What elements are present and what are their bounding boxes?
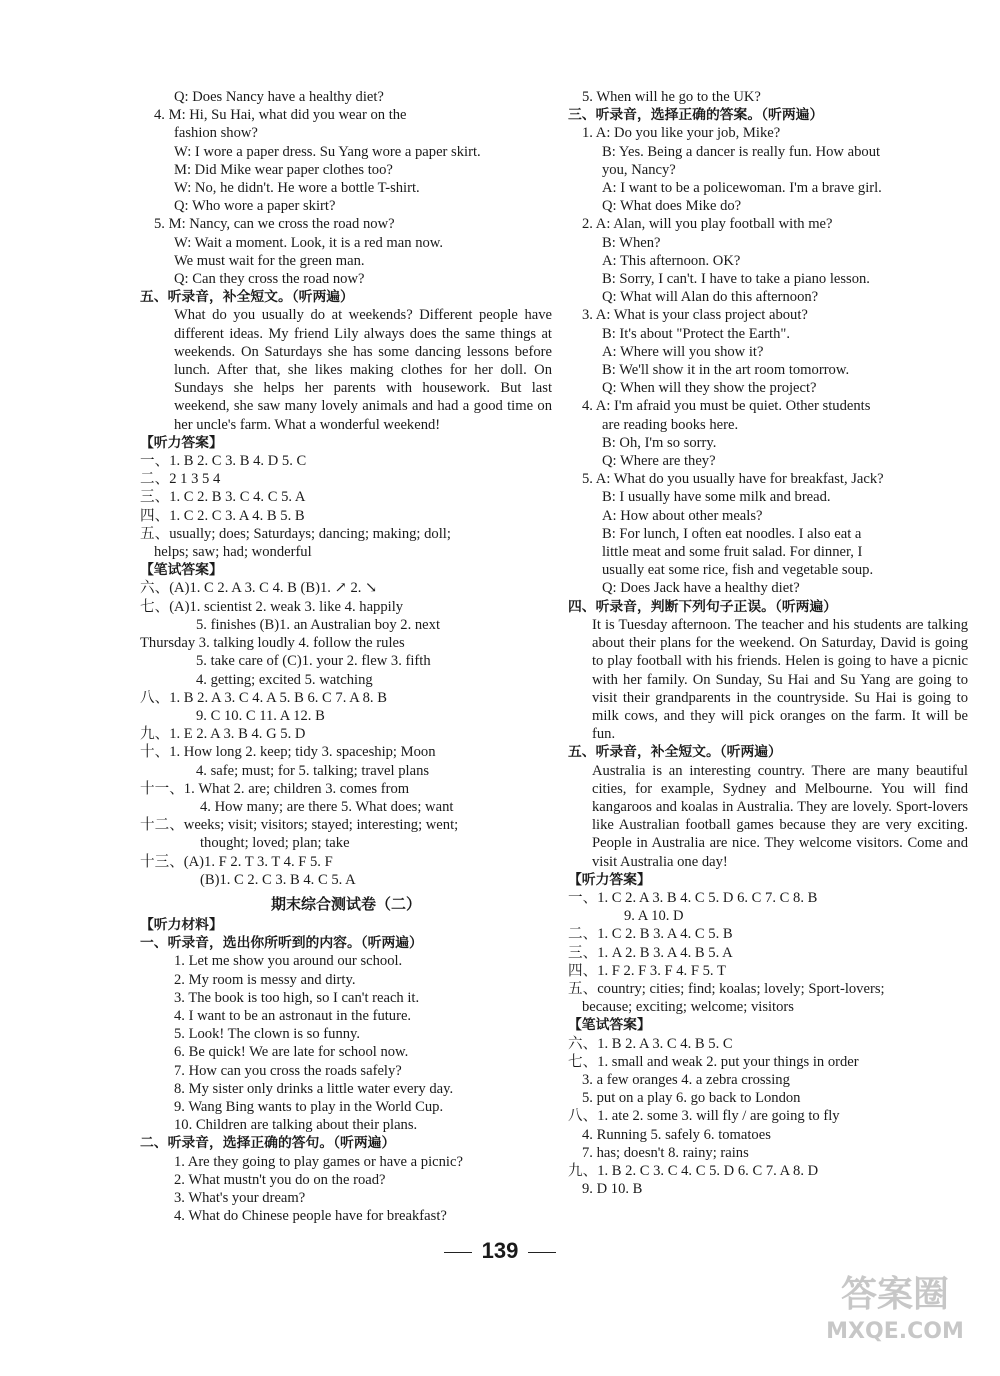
section-heading: 五、听录音，补全短文。（听两遍）: [140, 289, 354, 306]
passage-paragraph: It is Tuesday afternoon. The teacher and his students are talking about their plans for the weekend. On Saturday, David is going to play football with his friends. Helen is going to have a picnic with her family. On Sunday, Su Hai and Su Yang are going to visit their grandparents in the countryside. Su Hai is going to milk cows, and they will pick oranges on the farm. It will be fun.: [592, 616, 968, 743]
page-number-text: 139: [481, 1238, 519, 1263]
text-line: B: When?: [602, 234, 661, 251]
text-line: 5. Look! The clown is so funny.: [174, 1026, 361, 1043]
text-line: because; exciting; welcome; visitors: [582, 999, 794, 1016]
text-line: B: It's about "Protect the Earth".: [602, 325, 791, 342]
text-line: B: Yes. Being a dancer is really fun. How about: [602, 143, 881, 160]
text-line: 七、1. small and weak 2. put your things in order: [568, 1053, 859, 1070]
text-line: 3. a few oranges 4. a zebra crossing: [582, 1071, 790, 1088]
text-line: Q: Where are they?: [602, 453, 716, 470]
section-heading: 【笔试答案】: [140, 562, 223, 579]
text-line: 4. What do Chinese people have for breakfast?: [174, 1208, 447, 1225]
text-line: helps; saw; had; wonderful: [154, 544, 312, 561]
text-line: 4. A: I'm afraid you must be quiet. Other students: [582, 398, 871, 415]
text-line: 十三、(A)1. F 2. T 3. T 4. F 5. F: [140, 853, 333, 870]
text-line: little meat and some fruit salad. For dinner, I: [602, 544, 863, 561]
text-line: W: Wait a moment. Look, it is a red man now.: [174, 234, 444, 251]
text-line: 一、1. B 2. C 3. B 4. D 5. C: [140, 453, 307, 470]
text-line: We must wait for the green man.: [174, 252, 365, 269]
text-line: 二、1. C 2. B 3. A 4. C 5. B: [568, 926, 733, 943]
text-line: 9. A 10. D: [624, 908, 684, 925]
text-line: 8. My sister only drinks a little water every day.: [174, 1080, 454, 1097]
text-line: 9. C 10. C 11. A 12. B: [196, 707, 325, 724]
text-line: B: Oh, I'm so sorry.: [602, 434, 717, 451]
text-line: A: This afternoon. OK?: [602, 252, 741, 269]
text-line: 4. M: Hi, Su Hai, what did you wear on the: [154, 107, 407, 124]
text-line: (B)1. C 2. C 3. B 4. C 5. A: [200, 871, 356, 888]
text-line: 6. Be quick! We are late for school now.: [174, 1044, 409, 1061]
text-line: 9. Wang Bing wants to play in the World Cup.: [174, 1098, 444, 1115]
text-line: 2. My room is messy and dirty.: [174, 971, 356, 988]
text-line: 7. How can you cross the roads safely?: [174, 1062, 402, 1079]
text-line: 十一、1. What 2. are; children 3. comes from: [140, 780, 410, 797]
text-line: 4. getting; excited 5. watching: [196, 671, 373, 688]
text-line: Thursday 3. talking loudly 4. follow the rules: [140, 635, 405, 652]
text-line: 4. How many; are there 5. What does; want: [200, 798, 454, 815]
section-heading: 【听力答案】: [568, 871, 651, 888]
text-line: Q: Does Jack have a healthy diet?: [602, 580, 800, 597]
watermark-logo: [820, 1258, 970, 1348]
text-line: A: How about other meals?: [602, 507, 763, 524]
text-line: 四、1. F 2. F 3. F 4. F 5. T: [568, 962, 726, 979]
text-line: 九、1. B 2. C 3. C 4. C 5. D 6. C 7. A 8. D: [568, 1162, 819, 1179]
text-line: Q: Does Nancy have a healthy diet?: [174, 89, 384, 105]
text-line: 4. safe; must; for 5. talking; travel plans: [196, 762, 430, 779]
text-line: 一、1. C 2. A 3. B 4. C 5. D 6. C 7. C 8. B: [568, 889, 818, 906]
text-line: usually eat some rice, fish and vegetable soup.: [602, 562, 874, 579]
text-line: 5. When will he go to the UK?: [582, 89, 761, 105]
text-line: B: We'll show it in the art room tomorrow.: [602, 362, 850, 379]
watermark-top-text: 答案圈: [840, 1274, 950, 1315]
text-line: are reading books here.: [602, 416, 739, 433]
text-line: 八、1. ate 2. some 3. will fly / are going to fly: [568, 1108, 840, 1125]
section-heading: 【听力答案】: [140, 434, 223, 451]
text-line: W: I wore a paper dress. Su Yang wore a paper skirt.: [174, 143, 481, 160]
text-line: 八、1. B 2. A 3. C 4. A 5. B 6. C 7. A 8. B: [140, 689, 387, 706]
dash-left: [444, 1252, 472, 1253]
text-line: thought; loved; plan; take: [200, 835, 350, 852]
text-line: B: I usually have some milk and bread.: [602, 489, 831, 506]
text-line: A: I want to be a policewoman. I'm a brave girl.: [602, 180, 882, 197]
text-line: 十、1. How long 2. keep; tidy 3. spaceship; Moon: [140, 744, 436, 761]
test-title: 期末综合测试卷（二）: [270, 894, 421, 913]
text-line: 三、1. C 2. B 3. C 4. C 5. A: [140, 489, 306, 506]
text-line: B: For lunch, I often eat noodles. I also eat a: [602, 525, 862, 542]
text-line: you, Nancy?: [602, 161, 676, 178]
text-line: Q: What does Mike do?: [602, 198, 742, 215]
section-heading: 【听力材料】: [140, 916, 223, 933]
text-line: 3. What's your dream?: [174, 1189, 306, 1206]
text-line: 1. Let me show you around our school.: [174, 953, 403, 970]
text-line: 7. has; doesn't 8. rainy; rains: [582, 1144, 749, 1161]
text-line: 1. A: Do you like your job, Mike?: [582, 125, 781, 142]
passage-paragraph: Australia is an interesting country. There are many beautiful cities, for example, Sydney and Melbourne. You will find kangaroos and koalas in Australia. They are lovely. Sport-lovers like Australian football games because they are very exciting. People in Australia are nice. They welcome visitors. Come and visit Australia one day!: [592, 762, 968, 870]
text-line: 4. I want to be an astronaut in the future.: [174, 1007, 412, 1024]
watermark-bottom-text: MXQE.COM: [826, 1319, 964, 1344]
section-heading: 二、听录音，选择正确的答句。（听两遍）: [140, 1135, 396, 1152]
text-line: A: Where will you show it?: [602, 343, 764, 360]
text-line: 5. A: What do you usually have for breakfast, Jack?: [582, 471, 884, 488]
text-line: 5. take care of (C)1. your 2. flew 3. fifth: [196, 653, 431, 670]
text-line: 5. put on a play 6. go back to London: [582, 1090, 801, 1107]
text-line: 1. Are they going to play games or have a picnic?: [174, 1153, 463, 1170]
dash-right: [528, 1252, 556, 1253]
text-line: 五、country; cities; find; koalas; lovely; Sport-lovers;: [568, 980, 885, 997]
text-line: Q: What will Alan do this afternoon?: [602, 289, 819, 306]
text-line: W: No, he didn't. He wore a bottle T-shirt.: [174, 180, 420, 197]
right-column: [568, 88, 968, 1198]
section-heading: 三、听录音，选择正确的答案。（听两遍）: [568, 107, 824, 124]
text-line: 2. A: Alan, will you play football with me?: [582, 216, 833, 233]
section-heading: 四、听录音，判断下列句子正误。（听两遍）: [568, 598, 838, 615]
text-line: 3. A: What is your class project about?: [582, 307, 808, 324]
text-line: 三、1. A 2. B 3. A 4. B 5. A: [568, 944, 733, 961]
passage-paragraph: What do you usually do at weekends? Different people have different ideas. My friend Lily always does the same things at weekends. On Saturdays she has some dancing lessons before lunch. After that, she likes making clothes for her doll. On Sundays she helps her parents with housework. But last weekend, she saw many lovely animals and had a good time on her uncle's farm. What a wonderful weekend!: [174, 307, 552, 433]
section-heading: 【笔试答案】: [568, 1017, 651, 1034]
text-line: fashion show?: [174, 125, 258, 142]
text-line: 六、1. B 2. A 3. C 4. B 5. C: [568, 1035, 733, 1052]
text-line: 2. What mustn't you do on the road?: [174, 1171, 386, 1188]
text-line: 4. Running 5. safely 6. tomatoes: [582, 1126, 771, 1143]
text-line: 9. D 10. B: [582, 1181, 643, 1198]
text-line: Q: Can they cross the road now?: [174, 271, 365, 288]
text-line: 5. finishes (B)1. an Australian boy 2. next: [196, 616, 441, 633]
text-line: 十二、weeks; visit; visitors; stayed; interesting; went;: [140, 817, 459, 834]
text-line: Q: When will they show the project?: [602, 380, 817, 397]
text-line: 二、2 1 3 5 4: [140, 471, 221, 488]
text-line: 5. M: Nancy, can we cross the road now?: [154, 216, 395, 233]
text-line: 10. Children are talking about their plans.: [174, 1117, 418, 1134]
section-heading: 五、听录音，补全短文。（听两遍）: [568, 744, 782, 761]
text-line: 九、1. E 2. A 3. B 4. G 5. D: [140, 726, 306, 743]
text-line: 七、(A)1. scientist 2. weak 3. like 4. happily: [140, 598, 404, 615]
text-line: M: Did Mike wear paper clothes too?: [174, 161, 393, 178]
text-line: 3. The book is too high, so I can't reach it.: [174, 989, 420, 1006]
text-line: B: Sorry, I can't. I have to take a piano lesson.: [602, 271, 870, 288]
text-line: Q: Who wore a paper skirt?: [174, 198, 336, 215]
left-column: [140, 88, 552, 1225]
section-heading: 一、听录音，选出你所听到的内容。（听两遍）: [140, 935, 423, 952]
text-line: 四、1. C 2. C 3. A 4. B 5. B: [140, 507, 305, 524]
text-line: 六、(A)1. C 2. A 3. C 4. B (B)1. ↗ 2. ↘: [140, 580, 378, 597]
text-line: 五、usually; does; Saturdays; dancing; making; doll;: [140, 525, 451, 542]
